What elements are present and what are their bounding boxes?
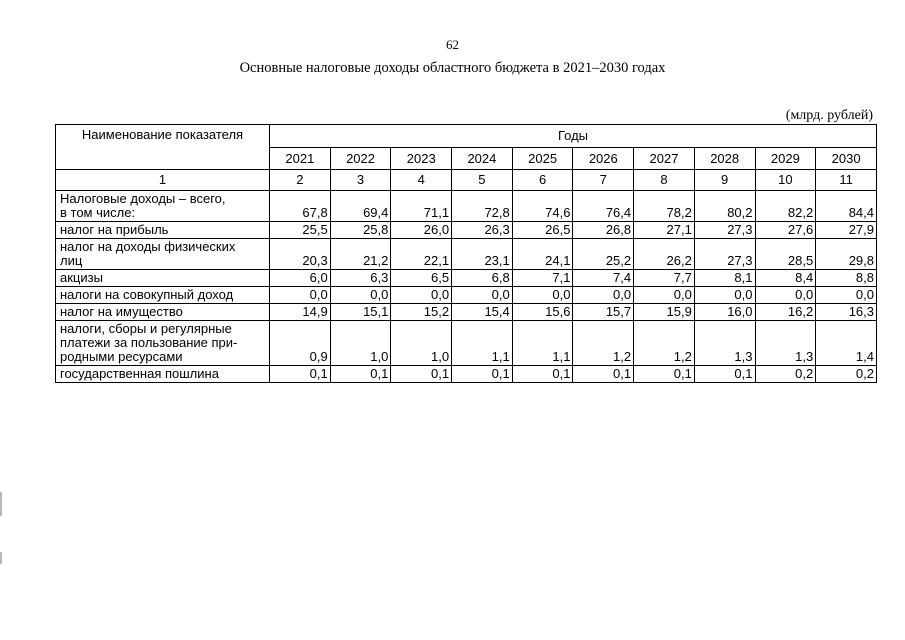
value-cell: 72,8 [452, 191, 513, 222]
column-number-cell: 8 [634, 170, 695, 191]
value-cell: 21,2 [330, 239, 391, 270]
value-cell: 76,4 [573, 191, 634, 222]
value-cell: 15,1 [330, 304, 391, 321]
column-number-cell: 6 [512, 170, 573, 191]
row-name-cell [56, 191, 270, 222]
value-cell: 0,1 [634, 366, 695, 383]
value-cell: 0,1 [452, 366, 513, 383]
year-header-cell: 2025 [512, 148, 573, 170]
value-cell: 15,7 [573, 304, 634, 321]
row-name-cell [56, 366, 270, 383]
value-cell: 74,6 [512, 191, 573, 222]
row-name-line: Налоговые доходы – всего, [60, 191, 226, 206]
row-name-line: государственная пошлина [60, 366, 219, 381]
value-cell: 22,1 [391, 239, 452, 270]
value-cell: 15,2 [391, 304, 452, 321]
row-name-line: родными ресурсами [60, 349, 183, 364]
scan-edge-mark [0, 552, 2, 564]
value-cell: 26,3 [452, 222, 513, 239]
value-cell: 8,8 [816, 270, 877, 287]
value-cell: 27,3 [694, 222, 755, 239]
year-header-cell: 2024 [452, 148, 513, 170]
value-cell: 1,0 [330, 321, 391, 366]
value-cell: 0,1 [573, 366, 634, 383]
value-cell: 1,1 [452, 321, 513, 366]
page-number: 62 [446, 37, 459, 52]
table-row [56, 222, 877, 239]
value-cell: 8,4 [755, 270, 816, 287]
units-note: (млрд. рублей) [785, 108, 873, 123]
table-row [56, 191, 877, 222]
row-name-line: в том числе: [60, 205, 136, 220]
value-cell: 26,8 [573, 222, 634, 239]
column-number-cell: 7 [573, 170, 634, 191]
value-cell: 0,0 [452, 287, 513, 304]
value-cell: 0,0 [330, 287, 391, 304]
value-cell: 1,2 [573, 321, 634, 366]
value-cell: 84,4 [816, 191, 877, 222]
value-cell: 0,0 [694, 287, 755, 304]
value-cell: 0,1 [330, 366, 391, 383]
value-cell: 28,5 [755, 239, 816, 270]
year-header-cell: 2026 [573, 148, 634, 170]
row-name-line: налог на имущество [60, 304, 183, 319]
year-header-cell: 2029 [755, 148, 816, 170]
table-row [56, 304, 877, 321]
column-number-cell: 5 [452, 170, 513, 191]
indicator-name-header: Наименование показателя [56, 125, 270, 170]
value-cell: 0,0 [512, 287, 573, 304]
row-name-cell [56, 270, 270, 287]
row-name-cell [56, 304, 270, 321]
value-cell: 1,1 [512, 321, 573, 366]
row-name-cell [56, 222, 270, 239]
row-name-line: налог на прибыль [60, 222, 169, 237]
column-number-cell: 4 [391, 170, 452, 191]
row-name-line: налоги, сборы и регулярные [60, 321, 232, 336]
page-title: Основные налоговые доходы областного бюджета в 2021–2030 годах [239, 60, 666, 76]
year-header-cell: 2022 [330, 148, 391, 170]
value-cell: 7,1 [512, 270, 573, 287]
value-cell: 20,3 [270, 239, 331, 270]
value-cell: 6,3 [330, 270, 391, 287]
value-cell: 15,9 [634, 304, 695, 321]
years-header: Годы [270, 125, 877, 148]
value-cell: 27,9 [816, 222, 877, 239]
year-header-cell: 2028 [694, 148, 755, 170]
value-cell: 0,0 [816, 287, 877, 304]
scan-edge-mark [0, 492, 2, 516]
value-cell: 80,2 [694, 191, 755, 222]
value-cell: 26,5 [512, 222, 573, 239]
value-cell: 26,2 [634, 239, 695, 270]
value-cell: 0,2 [816, 366, 877, 383]
table-row [56, 287, 877, 304]
value-cell: 1,3 [755, 321, 816, 366]
column-number-cell: 3 [330, 170, 391, 191]
value-cell: 6,5 [391, 270, 452, 287]
value-cell: 16,3 [816, 304, 877, 321]
column-number-cell: 9 [694, 170, 755, 191]
row-name-line: акцизы [60, 270, 103, 285]
value-cell: 6,0 [270, 270, 331, 287]
row-name-cell [56, 321, 270, 366]
value-cell: 16,2 [755, 304, 816, 321]
value-cell: 78,2 [634, 191, 695, 222]
value-cell: 71,1 [391, 191, 452, 222]
column-number-cell: 11 [816, 170, 877, 191]
value-cell: 24,1 [512, 239, 573, 270]
value-cell: 69,4 [330, 191, 391, 222]
value-cell: 82,2 [755, 191, 816, 222]
value-cell: 0,0 [573, 287, 634, 304]
value-cell: 1,2 [634, 321, 695, 366]
value-cell: 67,8 [270, 191, 331, 222]
value-cell: 8,1 [694, 270, 755, 287]
value-cell: 15,4 [452, 304, 513, 321]
value-cell: 1,3 [694, 321, 755, 366]
column-number-cell: 10 [755, 170, 816, 191]
table-body [56, 191, 877, 383]
value-cell: 0,1 [694, 366, 755, 383]
table-row [56, 239, 877, 270]
value-cell: 27,1 [634, 222, 695, 239]
year-header-cell: 2027 [634, 148, 695, 170]
value-cell: 7,7 [634, 270, 695, 287]
value-cell: 0,2 [755, 366, 816, 383]
table-row [56, 321, 877, 366]
value-cell: 26,0 [391, 222, 452, 239]
row-name-line: налог на доходы физических [60, 239, 236, 254]
value-cell: 0,0 [634, 287, 695, 304]
year-header-cell: 2030 [816, 148, 877, 170]
table-row [56, 366, 877, 383]
row-name-cell [56, 239, 270, 270]
value-cell: 1,0 [391, 321, 452, 366]
value-cell: 0,0 [755, 287, 816, 304]
tax-revenue-table [55, 124, 877, 383]
column-number-cell: 2 [270, 170, 331, 191]
value-cell: 27,6 [755, 222, 816, 239]
value-cell: 23,1 [452, 239, 513, 270]
value-cell: 0,0 [391, 287, 452, 304]
row-name-line: лиц [60, 253, 83, 268]
value-cell: 25,2 [573, 239, 634, 270]
value-cell: 0,1 [270, 366, 331, 383]
year-header-cell: 2021 [270, 148, 331, 170]
row-name-line: платежи за пользование при- [60, 335, 238, 350]
value-cell: 0,1 [391, 366, 452, 383]
row-name-line: налоги на совокупный доход [60, 287, 234, 302]
value-cell: 6,8 [452, 270, 513, 287]
column-number-row [56, 170, 877, 191]
value-cell: 0,9 [270, 321, 331, 366]
row-name-cell [56, 287, 270, 304]
table-row [56, 270, 877, 287]
year-header-cell: 2023 [391, 148, 452, 170]
value-cell: 14,9 [270, 304, 331, 321]
value-cell: 16,0 [694, 304, 755, 321]
value-cell: 27,3 [694, 239, 755, 270]
value-cell: 7,4 [573, 270, 634, 287]
value-cell: 0,1 [512, 366, 573, 383]
value-cell: 25,8 [330, 222, 391, 239]
column-number-cell: 1 [56, 170, 270, 191]
value-cell: 29,8 [816, 239, 877, 270]
value-cell: 15,6 [512, 304, 573, 321]
value-cell: 0,0 [270, 287, 331, 304]
value-cell: 25,5 [270, 222, 331, 239]
value-cell: 1,4 [816, 321, 877, 366]
